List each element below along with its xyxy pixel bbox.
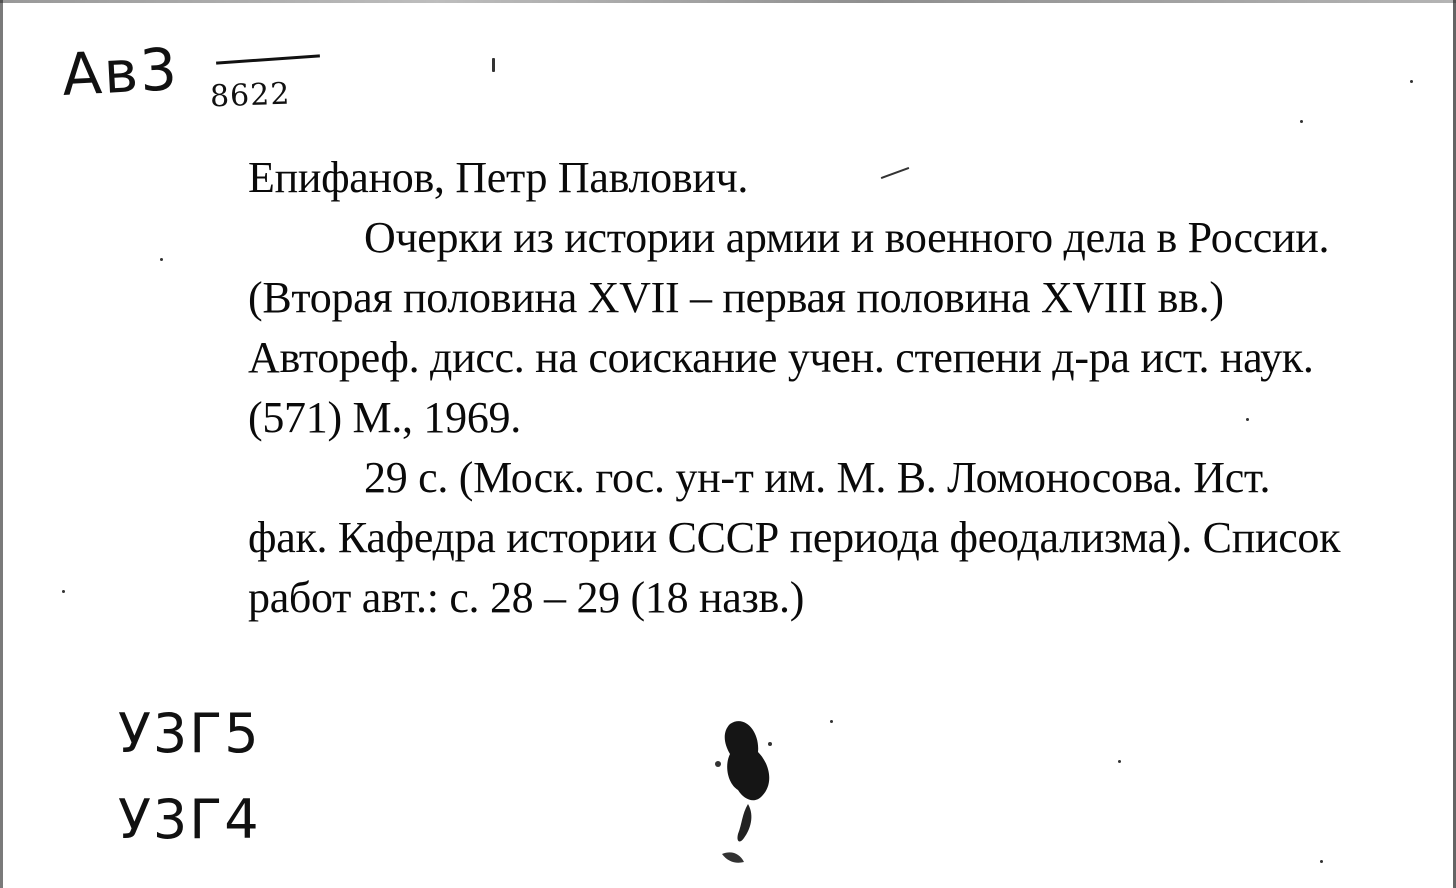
card-left-edge [0,0,3,888]
call-number-overline [216,54,320,64]
dust-speck [830,720,833,723]
call-number-sub: 8622 [209,76,291,115]
entry-title: Очерки из истории армии и военного дела в России. (Вторая половина XVII – первая половина XVIII вв.) Автореф. дисс. на соискание учен. степени д-ра ист. наук. (571) М., 1969. [248,213,1330,442]
entry-collation: 29 с. (Моск. гос. ун-т им. М. В. Ломоносова. Ист. фак. Кафедра истории СССР периода феодализма). Список работ авт.: с. 28 – 29 (18 назв.) [248,453,1341,622]
call-number-main: Ав3 [60,34,181,110]
entry-heading: Епифанов, Петр Павлович. [248,153,749,202]
class-code-2: У3Г4 [118,788,261,851]
dust-speck [1118,760,1121,763]
dust-speck [492,58,495,72]
bibliographic-entry [248,148,1348,628]
card-top-edge [0,0,1456,3]
dust-speck [1320,860,1323,863]
dust-speck [1410,80,1413,83]
dust-speck [1246,418,1249,421]
dust-speck [62,590,65,593]
ink-blot-mark [700,704,790,874]
class-code-1: У3Г5 [118,702,261,765]
dust-speck [1300,120,1303,123]
dust-speck [160,258,163,261]
